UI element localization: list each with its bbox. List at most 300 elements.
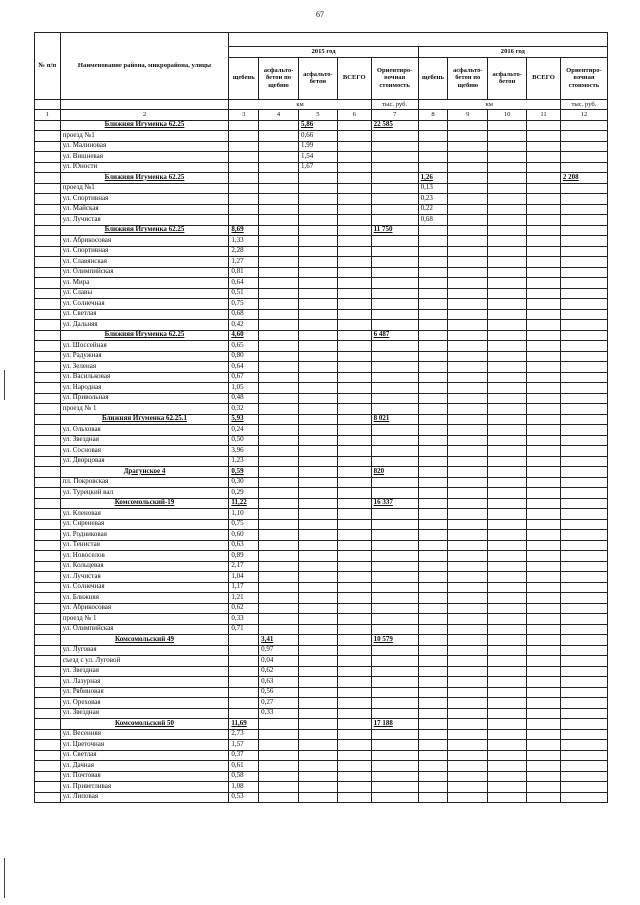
- value-cell: 2,17: [229, 561, 259, 572]
- value-cell: 2,73: [229, 729, 259, 740]
- value-cell: [229, 152, 259, 163]
- value-cell: [337, 698, 371, 709]
- header-vsego-2016: ВСЕГО: [527, 57, 561, 99]
- value-cell: [488, 288, 527, 299]
- value-cell: [527, 603, 561, 614]
- value-cell: [560, 131, 607, 142]
- table-row: [35, 257, 608, 268]
- value-cell: [418, 750, 448, 761]
- value-cell: [488, 530, 527, 541]
- value-cell: [418, 635, 448, 646]
- value-cell: [259, 362, 299, 373]
- value-cell: [488, 551, 527, 562]
- value-cell: 0,62: [229, 603, 259, 614]
- header-vsego-2015: ВСЕГО: [337, 57, 371, 99]
- value-cell: [560, 488, 607, 499]
- colnum: 9: [448, 110, 488, 121]
- value-cell: 0,65: [229, 341, 259, 352]
- value-cell: [418, 225, 448, 236]
- section-row: [35, 719, 608, 730]
- value-cell: [488, 467, 527, 478]
- value-cell: [488, 215, 527, 226]
- value-cell: [418, 351, 448, 362]
- colnum: 3: [229, 110, 259, 121]
- value-cell: [418, 456, 448, 467]
- value-cell: [259, 257, 299, 268]
- value-cell: [371, 173, 418, 184]
- value-cell: [371, 152, 418, 163]
- table-row: [35, 624, 608, 635]
- value-cell: [560, 467, 607, 478]
- value-cell: 0,27: [259, 698, 299, 709]
- value-cell: [560, 551, 607, 562]
- value-cell: [259, 404, 299, 415]
- value-cell: 8 021: [371, 414, 418, 425]
- section-row: [35, 498, 608, 509]
- value-cell: [337, 446, 371, 457]
- table-row: [35, 698, 608, 709]
- value-cell: [448, 551, 488, 562]
- row-number: [35, 204, 61, 215]
- value-cell: [527, 383, 561, 394]
- section-name: Ближняя Игуменка 62.25: [60, 330, 229, 341]
- value-cell: [371, 792, 418, 803]
- street-name: ул. Малиновая: [60, 141, 229, 152]
- value-cell: [418, 782, 448, 793]
- colnum: 10: [488, 110, 527, 121]
- value-cell: 1,27: [229, 257, 259, 268]
- table-row: [35, 572, 608, 583]
- value-cell: [448, 288, 488, 299]
- value-cell: [418, 498, 448, 509]
- unit-km-2016: км: [418, 99, 560, 110]
- street-name: ул. Радужная: [60, 351, 229, 362]
- table-row: [35, 309, 608, 320]
- value-cell: [527, 215, 561, 226]
- row-number: [35, 561, 61, 572]
- value-cell: [560, 771, 607, 782]
- value-cell: [448, 771, 488, 782]
- value-cell: [337, 393, 371, 404]
- value-cell: 0,53: [229, 792, 259, 803]
- value-cell: [527, 131, 561, 142]
- value-cell: [527, 561, 561, 572]
- value-cell: [298, 498, 337, 509]
- value-cell: [298, 435, 337, 446]
- value-cell: [448, 477, 488, 488]
- value-cell: [259, 120, 299, 131]
- value-cell: [418, 320, 448, 331]
- street-name: ул. Тенистая: [60, 540, 229, 551]
- value-cell: [560, 372, 607, 383]
- row-number: [35, 309, 61, 320]
- value-cell: [488, 792, 527, 803]
- value-cell: [448, 173, 488, 184]
- street-name: ул. Цветочная: [60, 740, 229, 751]
- value-cell: [527, 225, 561, 236]
- value-cell: [527, 540, 561, 551]
- value-cell: [298, 635, 337, 646]
- value-cell: [371, 551, 418, 562]
- value-cell: [337, 414, 371, 425]
- value-cell: [298, 183, 337, 194]
- value-cell: [298, 530, 337, 541]
- value-cell: [371, 393, 418, 404]
- row-number: [35, 677, 61, 688]
- value-cell: [448, 183, 488, 194]
- value-cell: [488, 656, 527, 667]
- value-cell: [488, 278, 527, 289]
- value-cell: [527, 152, 561, 163]
- value-cell: [259, 582, 299, 593]
- value-cell: [418, 236, 448, 247]
- value-cell: [560, 561, 607, 572]
- table-row: [35, 215, 608, 226]
- value-cell: [259, 782, 299, 793]
- value-cell: [488, 120, 527, 131]
- value-cell: [418, 309, 448, 320]
- value-cell: [448, 267, 488, 278]
- value-cell: [527, 435, 561, 446]
- value-cell: 0,58: [229, 771, 259, 782]
- section-name: Комсомольский-19: [60, 498, 229, 509]
- value-cell: [337, 582, 371, 593]
- value-cell: [527, 614, 561, 625]
- value-cell: [448, 519, 488, 530]
- value-cell: [337, 162, 371, 173]
- value-cell: [488, 162, 527, 173]
- row-number: [35, 519, 61, 530]
- value-cell: [418, 729, 448, 740]
- street-name: ул. Лучистая: [60, 215, 229, 226]
- street-name: ул. Мира: [60, 278, 229, 289]
- value-cell: [371, 488, 418, 499]
- value-cell: [259, 761, 299, 772]
- value-cell: [418, 299, 448, 310]
- value-cell: [527, 635, 561, 646]
- value-cell: [298, 257, 337, 268]
- value-cell: [337, 372, 371, 383]
- value-cell: [371, 246, 418, 257]
- header-asf-2015: асфальто-бетон: [298, 57, 337, 99]
- row-number: [35, 278, 61, 289]
- value-cell: [488, 593, 527, 604]
- value-cell: 0,66: [298, 131, 337, 142]
- street-name: ул. Зеленая: [60, 362, 229, 373]
- value-cell: [337, 425, 371, 436]
- table-row: [35, 477, 608, 488]
- value-cell: [371, 740, 418, 751]
- value-cell: [371, 771, 418, 782]
- value-cell: [298, 782, 337, 793]
- value-cell: [337, 257, 371, 268]
- header-num: № п/п: [35, 33, 61, 100]
- value-cell: [448, 141, 488, 152]
- value-cell: [488, 540, 527, 551]
- value-cell: [371, 708, 418, 719]
- row-number: [35, 540, 61, 551]
- value-cell: [527, 729, 561, 740]
- value-cell: [448, 572, 488, 583]
- value-cell: [259, 719, 299, 730]
- value-cell: [560, 635, 607, 646]
- value-cell: [371, 666, 418, 677]
- street-name: ул. Турецкий вал: [60, 488, 229, 499]
- value-cell: 1,54: [298, 152, 337, 163]
- value-cell: 0,81: [229, 267, 259, 278]
- table-row: [35, 614, 608, 625]
- table-row: [35, 771, 608, 782]
- value-cell: [229, 120, 259, 131]
- value-cell: [527, 278, 561, 289]
- value-cell: [229, 666, 259, 677]
- header-name: Наименование района, микрорайона, улицы: [60, 33, 229, 100]
- street-name: ул. Звездная: [60, 435, 229, 446]
- value-cell: [259, 225, 299, 236]
- table-row: [35, 341, 608, 352]
- value-cell: [560, 383, 607, 394]
- value-cell: [527, 666, 561, 677]
- value-cell: [259, 477, 299, 488]
- value-cell: [337, 120, 371, 131]
- value-cell: [259, 771, 299, 782]
- value-cell: [298, 477, 337, 488]
- row-number: [35, 467, 61, 478]
- value-cell: [371, 351, 418, 362]
- value-cell: [371, 257, 418, 268]
- value-cell: [527, 572, 561, 583]
- value-cell: [259, 152, 299, 163]
- value-cell: [527, 530, 561, 541]
- row-number: [35, 740, 61, 751]
- value-cell: [371, 593, 418, 604]
- row-number: [35, 383, 61, 394]
- value-cell: 22 585: [371, 120, 418, 131]
- value-cell: [259, 614, 299, 625]
- table-row: [35, 404, 608, 415]
- value-cell: [448, 540, 488, 551]
- value-cell: [560, 141, 607, 152]
- value-cell: [527, 246, 561, 257]
- value-cell: [560, 341, 607, 352]
- value-cell: [337, 404, 371, 415]
- value-cell: [448, 120, 488, 131]
- value-cell: [560, 456, 607, 467]
- value-cell: [488, 624, 527, 635]
- value-cell: [298, 614, 337, 625]
- value-cell: [418, 120, 448, 131]
- street-name: ул. Дворцовая: [60, 456, 229, 467]
- value-cell: [298, 740, 337, 751]
- value-cell: [337, 561, 371, 572]
- value-cell: [259, 509, 299, 520]
- value-cell: [259, 593, 299, 604]
- value-cell: 0,62: [259, 666, 299, 677]
- row-number: [35, 446, 61, 457]
- value-cell: [488, 498, 527, 509]
- value-cell: [337, 362, 371, 373]
- value-cell: [259, 162, 299, 173]
- value-cell: [259, 183, 299, 194]
- value-cell: [527, 456, 561, 467]
- value-cell: [488, 782, 527, 793]
- value-cell: [418, 519, 448, 530]
- value-cell: [298, 362, 337, 373]
- value-cell: [418, 645, 448, 656]
- section-row: [35, 120, 608, 131]
- value-cell: [418, 404, 448, 415]
- value-cell: 0,59: [229, 467, 259, 478]
- value-cell: [371, 183, 418, 194]
- value-cell: [527, 425, 561, 436]
- value-cell: [448, 278, 488, 289]
- value-cell: [527, 750, 561, 761]
- value-cell: [259, 540, 299, 551]
- value-cell: [337, 530, 371, 541]
- table-row: [35, 677, 608, 688]
- value-cell: [448, 162, 488, 173]
- value-cell: [298, 729, 337, 740]
- value-cell: [371, 341, 418, 352]
- value-cell: [337, 761, 371, 772]
- value-cell: [560, 582, 607, 593]
- value-cell: [418, 666, 448, 677]
- value-cell: 0,32: [229, 404, 259, 415]
- value-cell: [298, 425, 337, 436]
- value-cell: [488, 225, 527, 236]
- value-cell: [418, 561, 448, 572]
- row-number: [35, 782, 61, 793]
- value-cell: [418, 267, 448, 278]
- row-number: [35, 435, 61, 446]
- value-cell: 1,04: [229, 572, 259, 583]
- value-cell: [527, 446, 561, 457]
- value-cell: [418, 152, 448, 163]
- value-cell: [229, 183, 259, 194]
- value-cell: [488, 509, 527, 520]
- value-cell: [560, 362, 607, 373]
- value-cell: [560, 530, 607, 541]
- value-cell: [448, 299, 488, 310]
- value-cell: [259, 519, 299, 530]
- row-number: [35, 624, 61, 635]
- street-name: ул. Майская: [60, 204, 229, 215]
- value-cell: [337, 656, 371, 667]
- colnum: 11: [527, 110, 561, 121]
- value-cell: [560, 320, 607, 331]
- value-cell: [337, 236, 371, 247]
- street-name: ул. Шоссейная: [60, 341, 229, 352]
- table-row: [35, 320, 608, 331]
- value-cell: [229, 656, 259, 667]
- value-cell: [560, 257, 607, 268]
- value-cell: 1,57: [229, 740, 259, 751]
- street-name: ул. Олимпийская: [60, 624, 229, 635]
- value-cell: [418, 771, 448, 782]
- value-cell: [259, 729, 299, 740]
- value-cell: 1,10: [229, 509, 259, 520]
- value-cell: [560, 782, 607, 793]
- value-cell: [560, 666, 607, 677]
- value-cell: [488, 299, 527, 310]
- colnum: 5: [298, 110, 337, 121]
- table-row: [35, 183, 608, 194]
- value-cell: [337, 225, 371, 236]
- value-cell: [337, 183, 371, 194]
- value-cell: 0,89: [229, 551, 259, 562]
- value-cell: [527, 162, 561, 173]
- value-cell: [298, 771, 337, 782]
- value-cell: [337, 792, 371, 803]
- value-cell: [527, 320, 561, 331]
- value-cell: [560, 120, 607, 131]
- row-number: [35, 635, 61, 646]
- value-cell: [298, 351, 337, 362]
- street-name: ул. Почтовая: [60, 771, 229, 782]
- value-cell: [337, 509, 371, 520]
- value-cell: 0,48: [229, 393, 259, 404]
- value-cell: [371, 509, 418, 520]
- value-cell: [371, 750, 418, 761]
- value-cell: [448, 593, 488, 604]
- table-row: [35, 530, 608, 541]
- value-cell: [298, 750, 337, 761]
- value-cell: [488, 414, 527, 425]
- value-cell: [371, 320, 418, 331]
- value-cell: [488, 141, 527, 152]
- value-cell: [337, 341, 371, 352]
- value-cell: [418, 288, 448, 299]
- value-cell: [560, 761, 607, 772]
- value-cell: [418, 698, 448, 709]
- section-row: [35, 173, 608, 184]
- section-name: Драгунское 4: [60, 467, 229, 478]
- value-cell: [488, 572, 527, 583]
- value-cell: [448, 698, 488, 709]
- value-cell: [337, 173, 371, 184]
- value-cell: 0,67: [229, 372, 259, 383]
- value-cell: 0,33: [259, 708, 299, 719]
- street-name: ул. Весенняя: [60, 729, 229, 740]
- value-cell: [488, 320, 527, 331]
- value-cell: [418, 509, 448, 520]
- value-cell: [371, 656, 418, 667]
- table-row: [35, 456, 608, 467]
- value-cell: [259, 446, 299, 457]
- value-cell: [418, 278, 448, 289]
- value-cell: [448, 152, 488, 163]
- value-cell: [298, 320, 337, 331]
- table-row: [35, 488, 608, 499]
- table-row: [35, 519, 608, 530]
- value-cell: [448, 414, 488, 425]
- value-cell: 0,63: [259, 677, 299, 688]
- value-cell: [259, 792, 299, 803]
- value-cell: [298, 236, 337, 247]
- street-name: пл. Покровская: [60, 477, 229, 488]
- value-cell: [488, 666, 527, 677]
- street-name: ул. Новоселов: [60, 551, 229, 562]
- value-cell: [560, 425, 607, 436]
- section-name: Комсомольский 49: [60, 635, 229, 646]
- street-name: ул. Липовая: [60, 792, 229, 803]
- value-cell: [488, 446, 527, 457]
- value-cell: [298, 467, 337, 478]
- row-number: [35, 656, 61, 667]
- value-cell: 0,04: [259, 656, 299, 667]
- value-cell: [337, 782, 371, 793]
- row-number: [35, 719, 61, 730]
